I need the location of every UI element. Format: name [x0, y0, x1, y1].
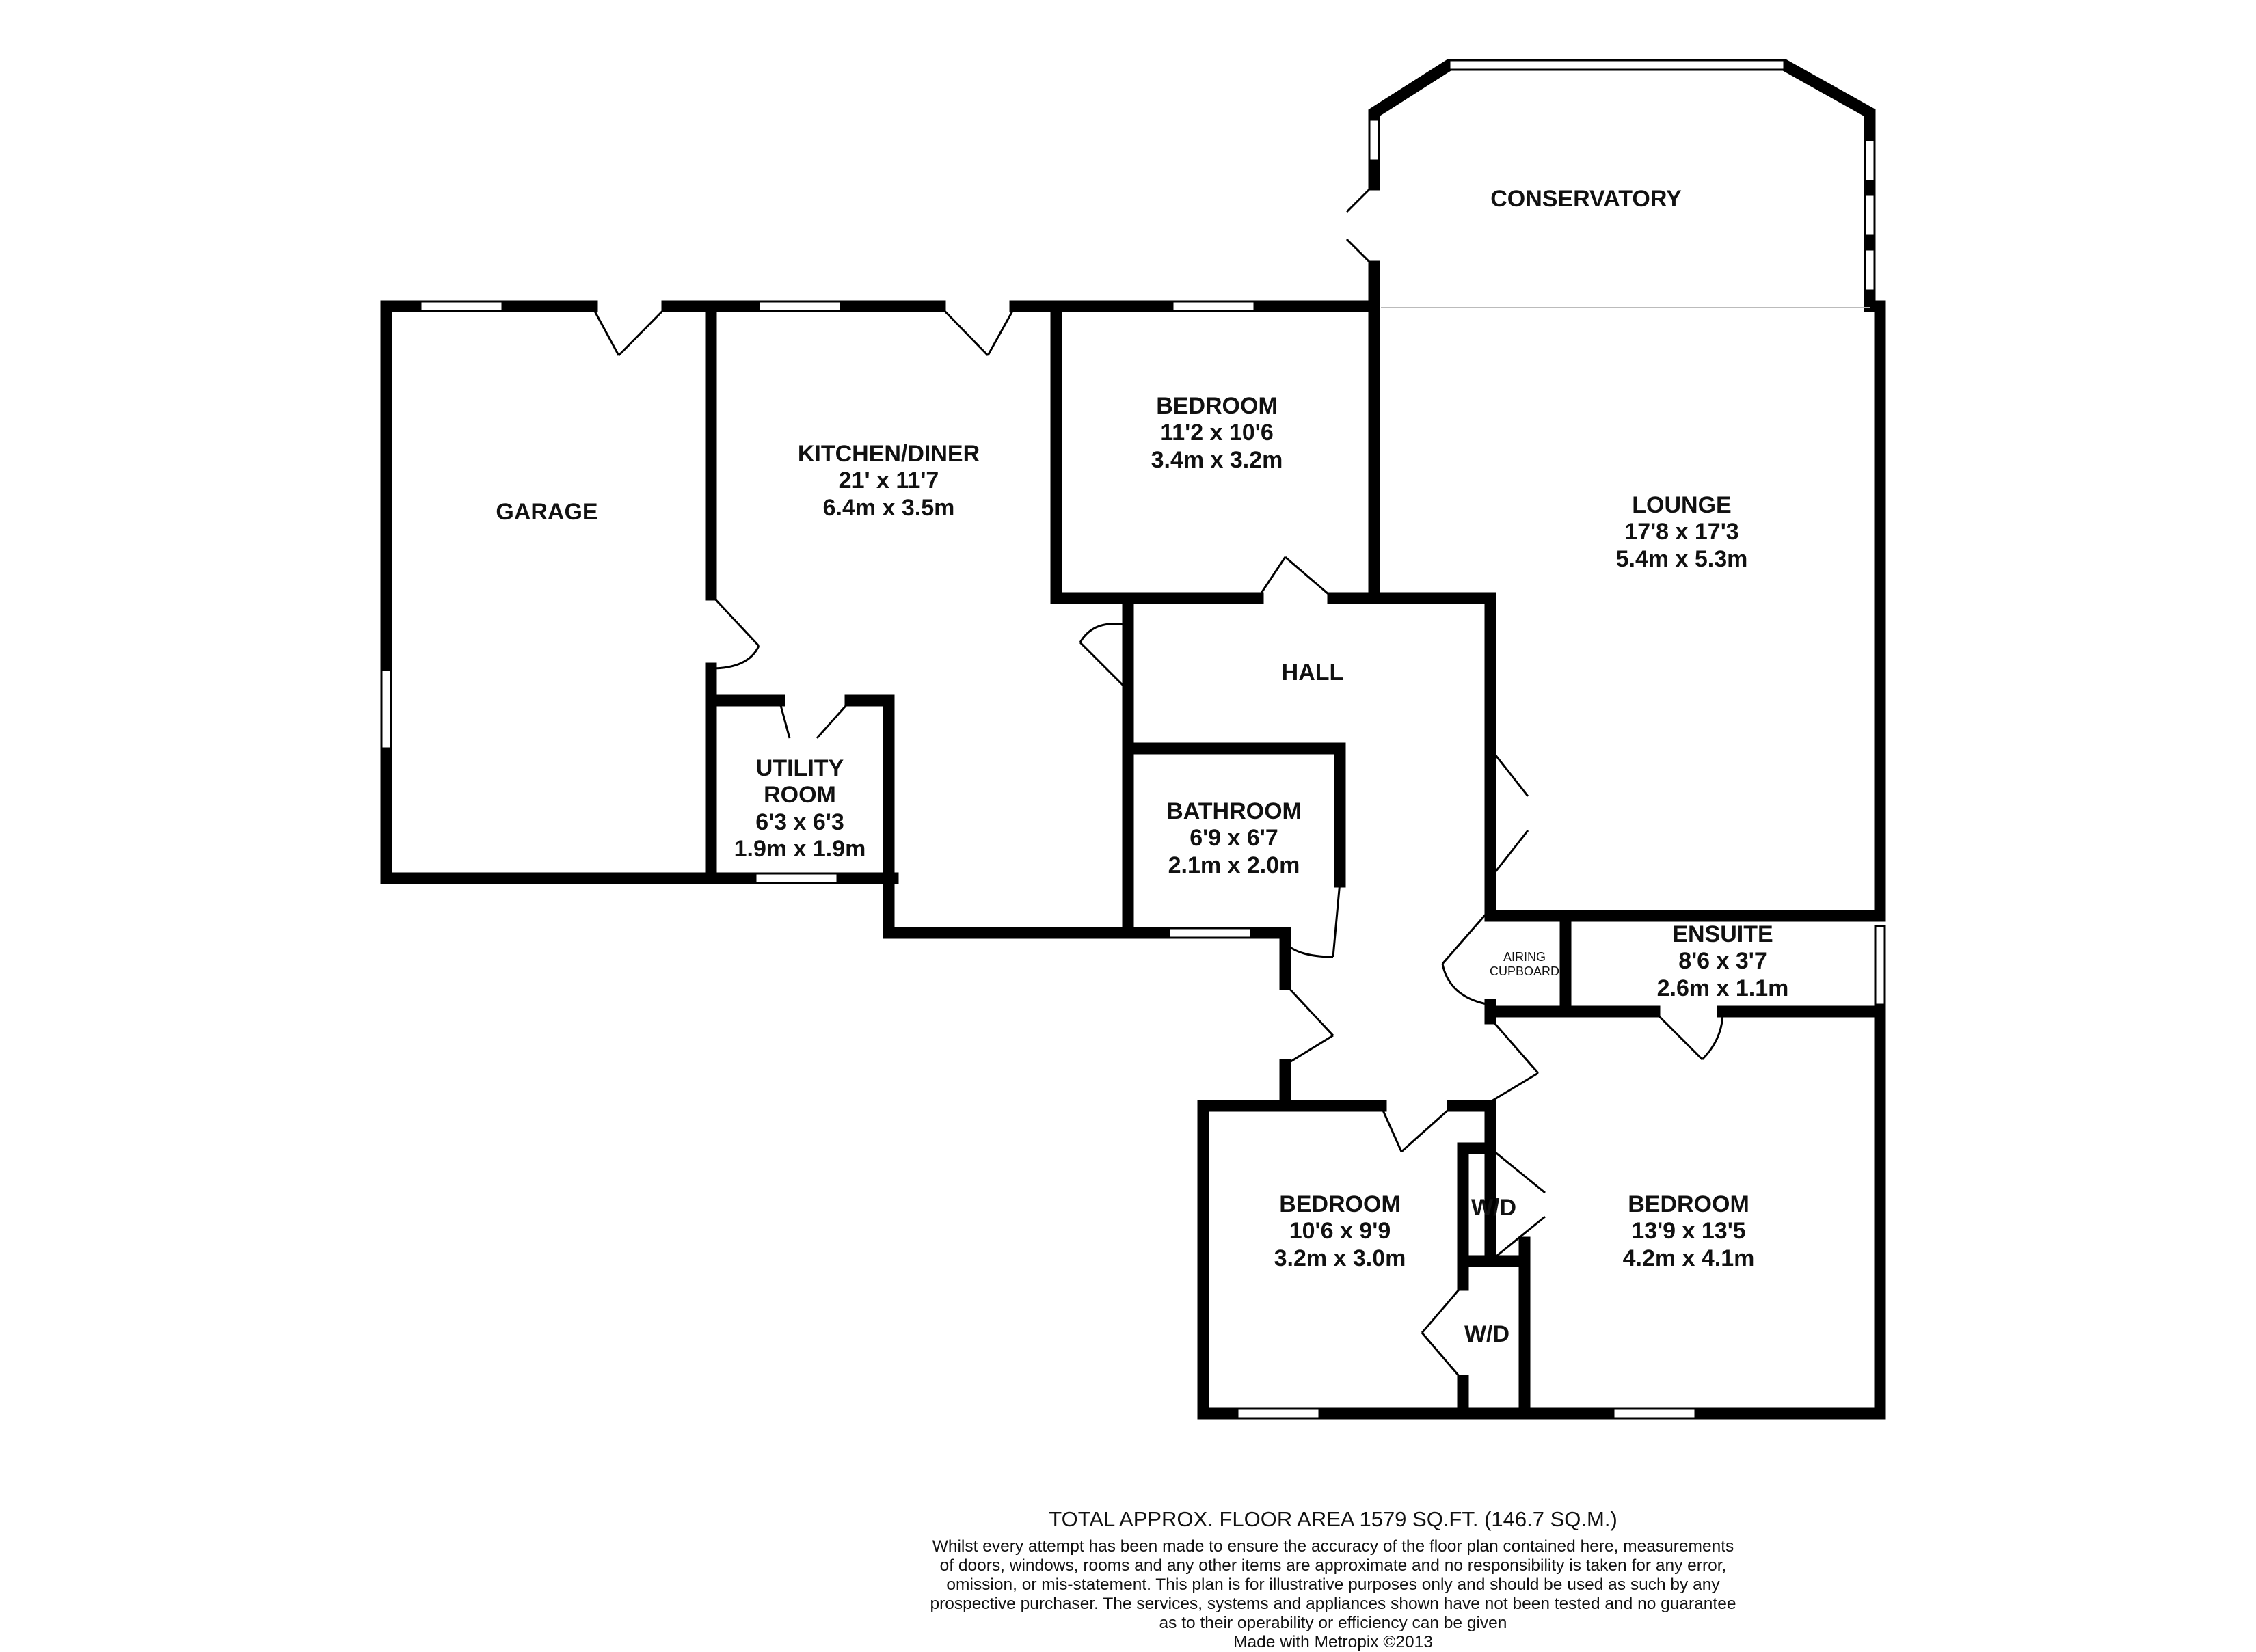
room-name: LOUNGE — [1632, 492, 1732, 518]
wardrobe2-label — [1453, 1321, 1521, 1348]
bedroom2-label — [1217, 1191, 1463, 1272]
bedroom3-label — [1545, 1191, 1832, 1272]
room-metric: 4.2m x 4.1m — [1622, 1245, 1755, 1271]
room-name: BATHROOM — [1166, 798, 1302, 824]
window — [420, 301, 502, 311]
room-name: GARAGE — [496, 499, 598, 525]
disclaimer-line: as to their operability or efficiency can be given — [1159, 1613, 1507, 1632]
window — [755, 874, 837, 883]
utility-label — [711, 755, 889, 863]
room-imperial: 10'6 x 9'9 — [1289, 1218, 1391, 1245]
room-name: UTILITY — [755, 755, 844, 781]
room-name: BEDROOM — [1628, 1191, 1749, 1217]
room-name: HALL — [1281, 660, 1344, 686]
plan-footer — [820, 1507, 1846, 1652]
room-name: W/D — [1464, 1321, 1510, 1347]
airing-line1: AIRING — [1503, 950, 1546, 964]
room-imperial: 8'6 x 3'7 — [1678, 948, 1767, 975]
window — [1865, 140, 1875, 181]
disclaimer-line: of doors, windows, rooms and any other items are approximate and no responsibility is taken for any error, — [939, 1556, 1727, 1575]
room-name: BEDROOM — [1279, 1191, 1401, 1217]
window — [1237, 1409, 1319, 1418]
room-name: KITCHEN/DINER — [797, 441, 980, 467]
window — [381, 670, 391, 748]
disclaimer-line: omission, or mis-statement. This plan is for illustrative purposes only and should be used as such by any — [946, 1575, 1720, 1594]
kitchen-label — [752, 441, 1025, 522]
room-imperial: 11'2 x 10'6 — [1160, 420, 1274, 446]
bathroom-label — [1128, 798, 1340, 879]
disclaimer-line: Whilst every attempt has been made to ensure the accuracy of the floor plan contained here, measurements — [932, 1537, 1734, 1556]
lounge-label — [1545, 492, 1818, 573]
made-with-credit: Made with Metropix ©2013 — [1233, 1632, 1433, 1651]
disclaimer — [820, 1537, 1846, 1633]
room-imperial: 6'9 x 6'7 — [1190, 825, 1278, 852]
window — [1449, 60, 1784, 70]
room-metric: 2.6m x 1.1m — [1656, 975, 1789, 1001]
window — [1172, 301, 1254, 311]
room-name: ROOM — [764, 782, 836, 809]
disclaimer-line: prospective purchaser. The services, systems and appliances shown have not been tested and no guarantee — [930, 1594, 1736, 1613]
room-metric: 5.4m x 5.3m — [1615, 545, 1748, 572]
window — [759, 301, 841, 311]
room-metric: 3.4m x 3.2m — [1151, 446, 1283, 473]
lounge-walls — [1374, 306, 1880, 1018]
room-name: W/D — [1471, 1195, 1517, 1221]
airing-line2: CUPBOARD — [1489, 964, 1559, 978]
airing-cupboard-label — [1480, 950, 1569, 978]
room-metric: 3.2m x 3.0m — [1274, 1245, 1406, 1271]
window — [1865, 195, 1875, 236]
window — [1613, 1409, 1695, 1418]
wardrobe1-label — [1463, 1195, 1525, 1221]
room-metric: 2.1m x 2.0m — [1168, 852, 1300, 878]
ensuite-label — [1572, 921, 1873, 1002]
bedroom1-label — [1080, 393, 1354, 474]
room-imperial: 6'3 x 6'3 — [755, 809, 844, 835]
room-name: CONSERVATORY — [1490, 186, 1682, 212]
window — [1169, 928, 1251, 938]
room-name: BEDROOM — [1156, 393, 1278, 419]
window — [1865, 249, 1875, 290]
window — [1369, 120, 1379, 161]
garage-label — [444, 499, 649, 526]
hall-label — [1244, 660, 1381, 686]
total-floor-area: TOTAL APPROX. FLOOR AREA 1579 SQ.FT. (146.7 SQ.M.) — [1049, 1507, 1617, 1531]
room-name: ENSUITE — [1672, 921, 1773, 947]
window — [1875, 926, 1885, 1005]
room-imperial: 13'9 x 13'5 — [1631, 1218, 1746, 1245]
room-imperial: 21' x 11'7 — [838, 468, 939, 494]
conservatory-label — [1449, 186, 1723, 213]
room-metric: 6.4m x 3.5m — [822, 494, 955, 521]
room-metric: 1.9m x 1.9m — [734, 836, 866, 863]
room-imperial: 17'8 x 17'3 — [1624, 519, 1739, 545]
